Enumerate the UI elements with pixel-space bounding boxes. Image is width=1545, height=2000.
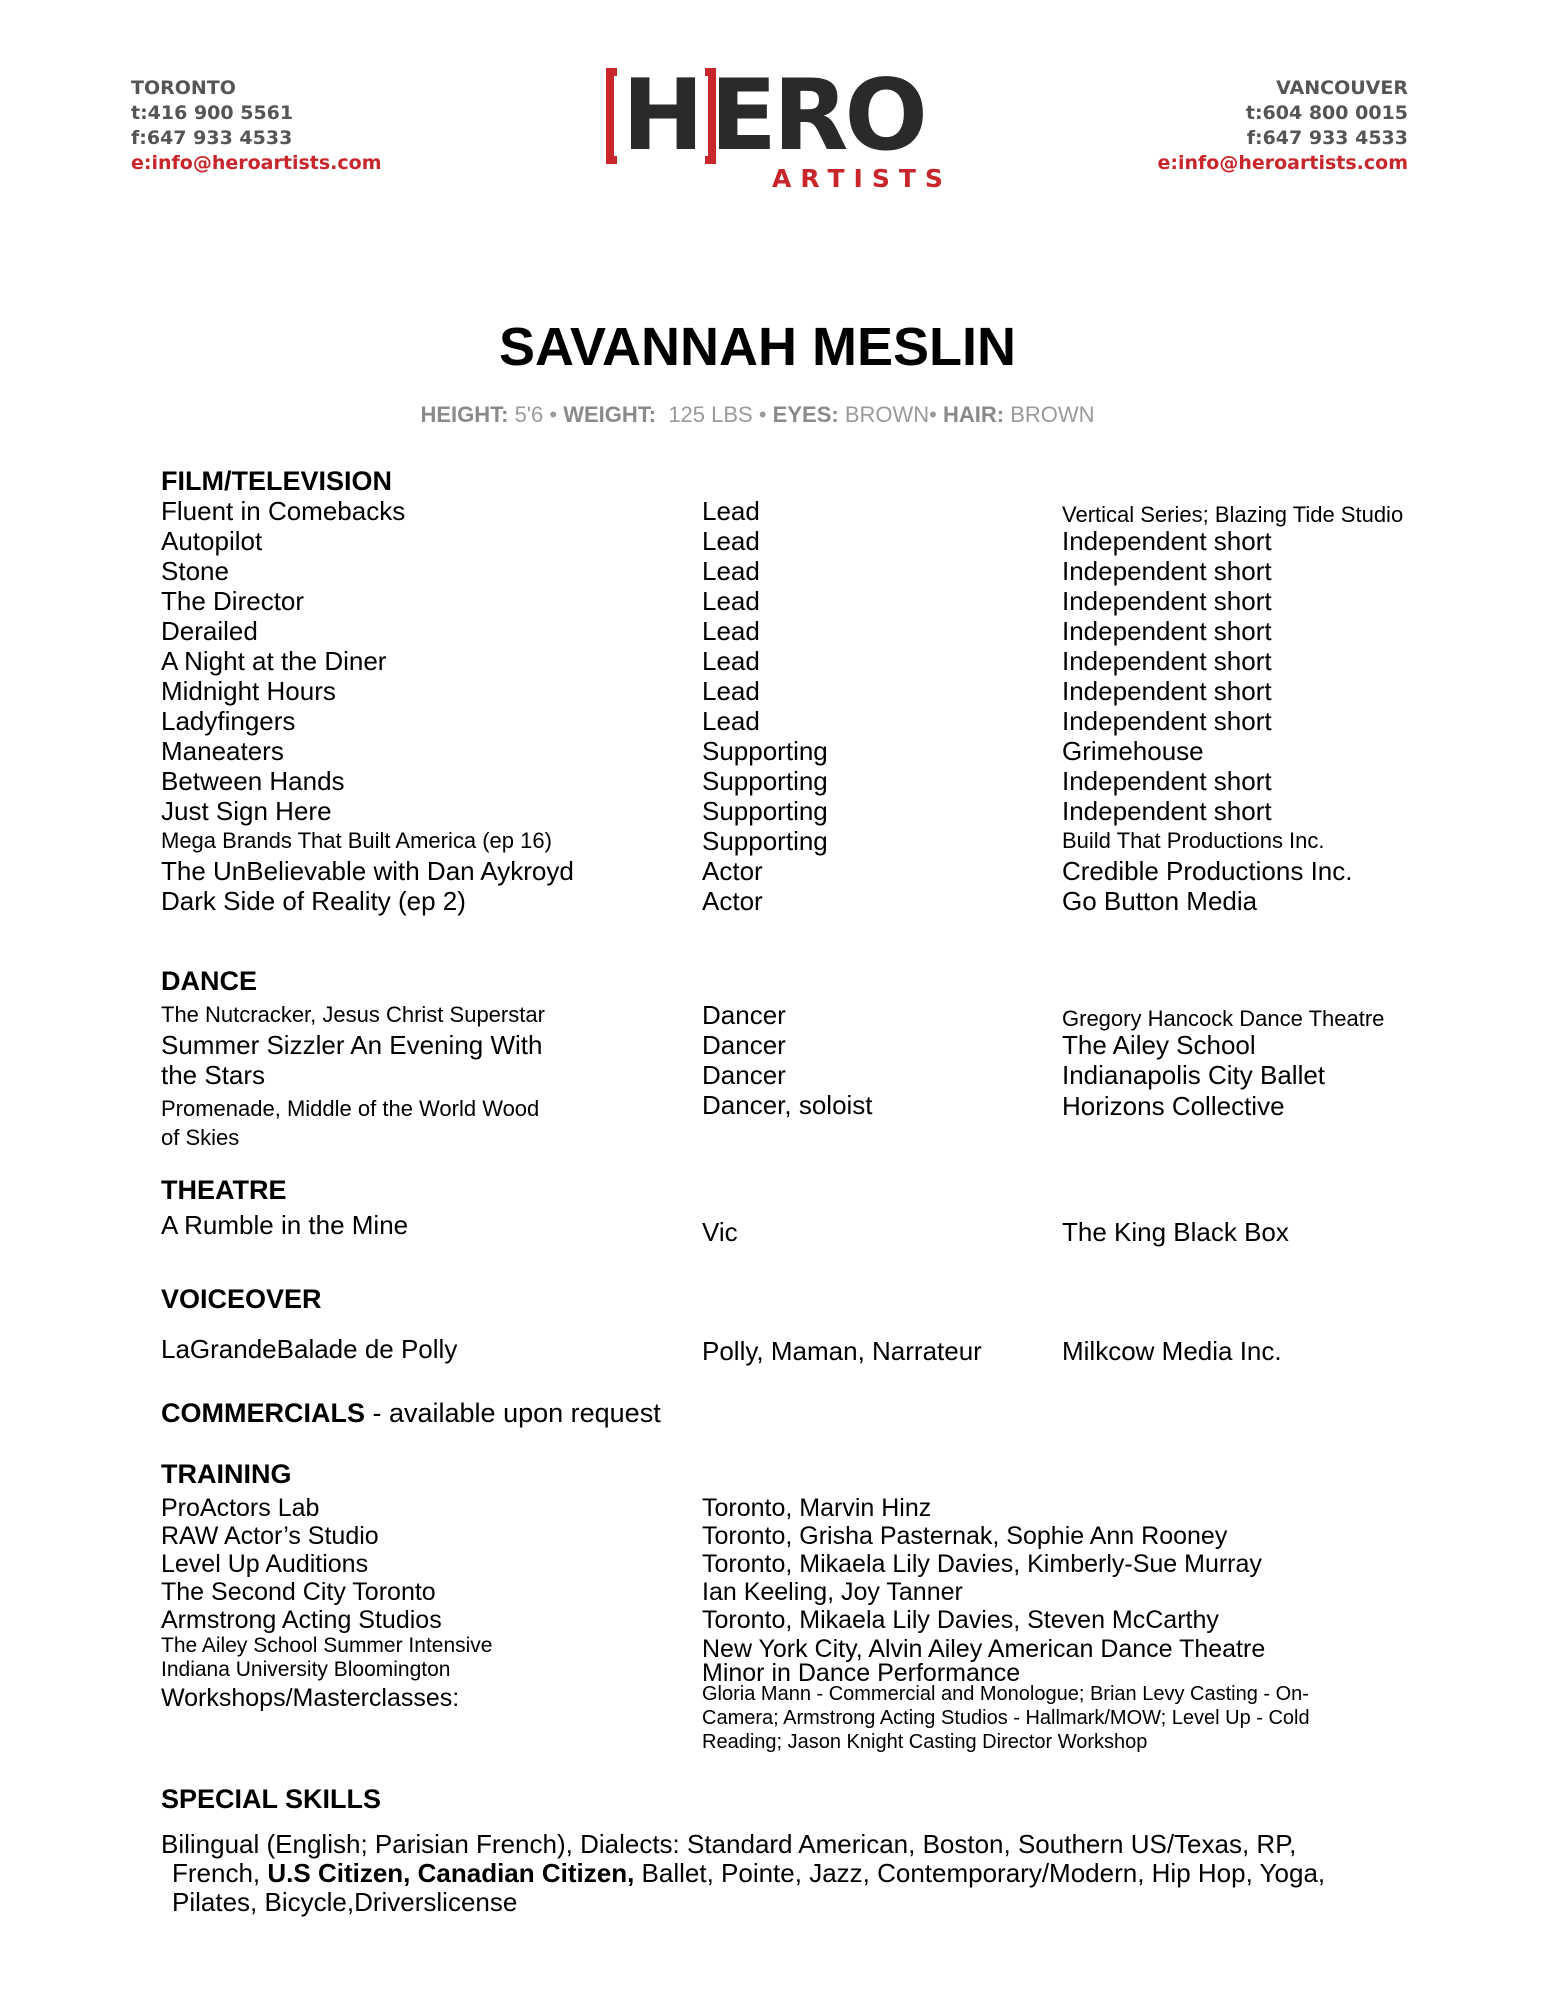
dance-company: Horizons Collective — [1062, 1091, 1285, 1121]
hair-value: BROWN — [1010, 402, 1095, 427]
vancouver-fax: f:647 933 4533 — [1246, 127, 1408, 149]
logo-letters-ero: ERO — [710, 59, 924, 173]
film-title: The UnBelievable with Dan Aykroyd — [161, 856, 574, 886]
toronto-email[interactable]: e:info@heroartists.com — [131, 152, 382, 174]
workshops-line: Camera; Armstrong Acting Studios - Hallmark/MOW; Level Up - Cold — [702, 1707, 1310, 1729]
film-title: The Director — [161, 586, 305, 616]
stats-separator: • — [758, 402, 767, 427]
film-role: Lead — [702, 496, 760, 526]
dance-company: The Ailey School — [1062, 1030, 1256, 1060]
voiceover-title: LaGrandeBalade de Polly — [161, 1334, 458, 1364]
logo-h-bracketed — [612, 59, 710, 173]
skills-line: Pilates, Bicycle,Driverslicense — [172, 1887, 518, 1917]
logo-subtitle: ARTISTS — [772, 164, 952, 193]
skills-heading: SPECIAL SKILLS — [161, 1784, 382, 1814]
film-company: Independent short — [1062, 796, 1272, 826]
film-role: Lead — [702, 646, 760, 676]
vancouver-phone: t:604 800 0015 — [1245, 102, 1408, 124]
training-detail: New York City, Alvin Ailey American Dance Theatre — [702, 1635, 1266, 1663]
film-title: Autopilot — [161, 526, 263, 556]
training-school: Indiana University Bloomington — [161, 1658, 451, 1681]
film-company: Credible Productions Inc. — [1062, 856, 1353, 886]
logo-bracket-right — [705, 68, 716, 164]
skills-text — [161, 1830, 1421, 1917]
stats-separator: • — [549, 402, 558, 427]
dance-role: Dancer — [702, 1030, 786, 1060]
logo-bracket-left — [606, 68, 617, 164]
stats-separator: • — [929, 402, 937, 427]
dance-heading: DANCE — [161, 966, 258, 996]
training-heading: TRAINING — [161, 1459, 292, 1489]
film-title: A Night at the Diner — [161, 646, 387, 676]
film-title: Fluent in Comebacks — [161, 496, 406, 526]
toronto-fax: f:647 933 4533 — [131, 127, 293, 149]
film-role: Actor — [702, 886, 763, 916]
dance-role: Dancer — [702, 1060, 786, 1090]
theatre-title: A Rumble in the Mine — [161, 1210, 409, 1240]
film-company: Independent short — [1062, 556, 1272, 586]
dance-title: of Skies — [161, 1125, 240, 1150]
training-detail: Toronto, Mikaela Lily Davies, Kimberly-Sue Murray — [702, 1550, 1262, 1578]
training-detail: Ian Keeling, Joy Tanner — [702, 1578, 963, 1606]
training-school: The Second City Toronto — [161, 1578, 436, 1606]
film-role: Lead — [702, 676, 760, 706]
film-title: Maneaters — [161, 736, 284, 766]
film-company: Vertical Series; Blazing Tide Studio — [1062, 502, 1404, 527]
voiceover-company: Milkcow Media Inc. — [1062, 1336, 1282, 1366]
film-company: Grimehouse — [1062, 736, 1204, 766]
height-label: HEIGHT: — [420, 402, 509, 427]
training-school: The Ailey School Summer Intensive — [161, 1634, 493, 1657]
training-school: Workshops/Masterclasses: — [161, 1684, 460, 1712]
film-company: Independent short — [1062, 526, 1272, 556]
toronto-contact — [131, 76, 382, 176]
vancouver-city: VANCOUVER — [1276, 77, 1408, 99]
dance-role: Dancer, soloist — [702, 1090, 873, 1120]
film-title: Midnight Hours — [161, 676, 336, 706]
theatre-role: Vic — [702, 1217, 738, 1247]
workshops-line: Gloria Mann - Commercial and Monologue; Brian Levy Casting - On- — [702, 1683, 1309, 1705]
film-company: Independent short — [1062, 616, 1272, 646]
dance-title: The Nutcracker, Jesus Christ Superstar — [161, 1002, 545, 1027]
film-title: Stone — [161, 556, 229, 586]
film-title: Ladyfingers — [161, 706, 296, 736]
film-role: Actor — [702, 856, 763, 886]
dance-role: Dancer — [702, 1000, 786, 1030]
skills-text-part: French, — [172, 1858, 268, 1888]
film-role: Supporting — [702, 766, 828, 796]
training-detail: Toronto, Marvin Hinz — [702, 1494, 932, 1522]
logo-wordmark — [612, 59, 924, 173]
commercials-note: - available upon request — [365, 1398, 661, 1428]
dance-title: Promenade, Middle of the World Wood — [161, 1096, 540, 1121]
workshops-line: Reading; Jason Knight Casting Director Workshop — [702, 1731, 1148, 1753]
weight-label: WEIGHT: — [563, 402, 657, 427]
voiceover-heading: VOICEOVER — [161, 1284, 322, 1314]
voiceover-role: Polly, Maman, Narrateur — [702, 1336, 982, 1366]
film-company: Independent short — [1062, 676, 1272, 706]
dance-title: Summer Sizzler An Evening With — [161, 1030, 543, 1060]
film-role: Supporting — [702, 826, 828, 856]
vancouver-contact — [1158, 76, 1409, 176]
film-role: Supporting — [702, 796, 828, 826]
film-company: Go Button Media — [1062, 886, 1258, 916]
hair-label: HAIR: — [942, 402, 1005, 427]
training-detail: Minor in Dance Performance — [702, 1659, 1021, 1687]
film-company: Independent short — [1062, 706, 1272, 736]
commercials-line — [161, 1398, 661, 1429]
film-title: Derailed — [161, 616, 258, 646]
hero-artists-logo — [612, 59, 952, 194]
dance-company: Indianapolis City Ballet — [1062, 1060, 1326, 1090]
skills-line: Bilingual (English; Parisian French), Dialects: Standard American, Boston, Southern US/Texas, RP, — [161, 1829, 1297, 1859]
training-detail: Toronto, Mikaela Lily Davies, Steven McCarthy — [702, 1606, 1219, 1634]
theatre-company: The King Black Box — [1062, 1217, 1289, 1247]
film-title: Mega Brands That Built America (ep 16) — [161, 828, 552, 853]
film-title: Dark Side of Reality (ep 2) — [161, 886, 466, 916]
film-role: Supporting — [702, 736, 828, 766]
film-title: Just Sign Here — [161, 796, 332, 826]
commercials-heading: COMMERCIALS — [161, 1398, 365, 1428]
skills-line — [161, 1859, 1421, 1888]
film-title: Between Hands — [161, 766, 345, 796]
film-company: Build That Productions Inc. — [1062, 828, 1325, 853]
training-school: ProActors Lab — [161, 1494, 320, 1522]
training-school: Level Up Auditions — [161, 1550, 369, 1578]
vancouver-email[interactable]: e:info@heroartists.com — [1157, 152, 1408, 174]
toronto-phone: t:416 900 5561 — [131, 102, 294, 124]
dance-company: Gregory Hancock Dance Theatre — [1062, 1006, 1385, 1031]
film-role: Lead — [702, 616, 760, 646]
film-role: Lead — [702, 706, 760, 736]
film-company: Independent short — [1062, 646, 1272, 676]
film-role: Lead — [702, 526, 760, 556]
actor-name: SAVANNAH MESLIN — [498, 317, 1016, 377]
film-company: Independent short — [1062, 586, 1272, 616]
film-role: Lead — [702, 586, 760, 616]
theatre-heading: THEATRE — [161, 1175, 287, 1205]
film-heading: FILM/TELEVISION — [161, 466, 393, 496]
dance-title: the Stars — [161, 1060, 266, 1090]
film-company: Independent short — [1062, 766, 1272, 796]
film-role: Lead — [702, 556, 760, 586]
training-detail: Toronto, Grisha Pasternak, Sophie Ann Rooney — [702, 1522, 1228, 1550]
toronto-city: TORONTO — [131, 77, 236, 99]
skills-citizenship: U.S Citizen, Canadian Citizen, — [267, 1858, 635, 1888]
training-school: RAW Actor’s Studio — [161, 1522, 379, 1550]
eyes-label: EYES: — [772, 402, 839, 427]
weight-value: 125 LBS — [668, 402, 753, 427]
stats-line — [0, 402, 1515, 428]
training-school: Armstrong Acting Studios — [161, 1606, 442, 1634]
eyes-value: BROWN — [844, 402, 930, 427]
logo-letter-h: H — [622, 59, 701, 173]
skills-text-part: Ballet, Pointe, Jazz, Contemporary/Modern, Hip Hop, Yoga, — [634, 1858, 1326, 1888]
height-value: 5'6 — [514, 402, 544, 427]
